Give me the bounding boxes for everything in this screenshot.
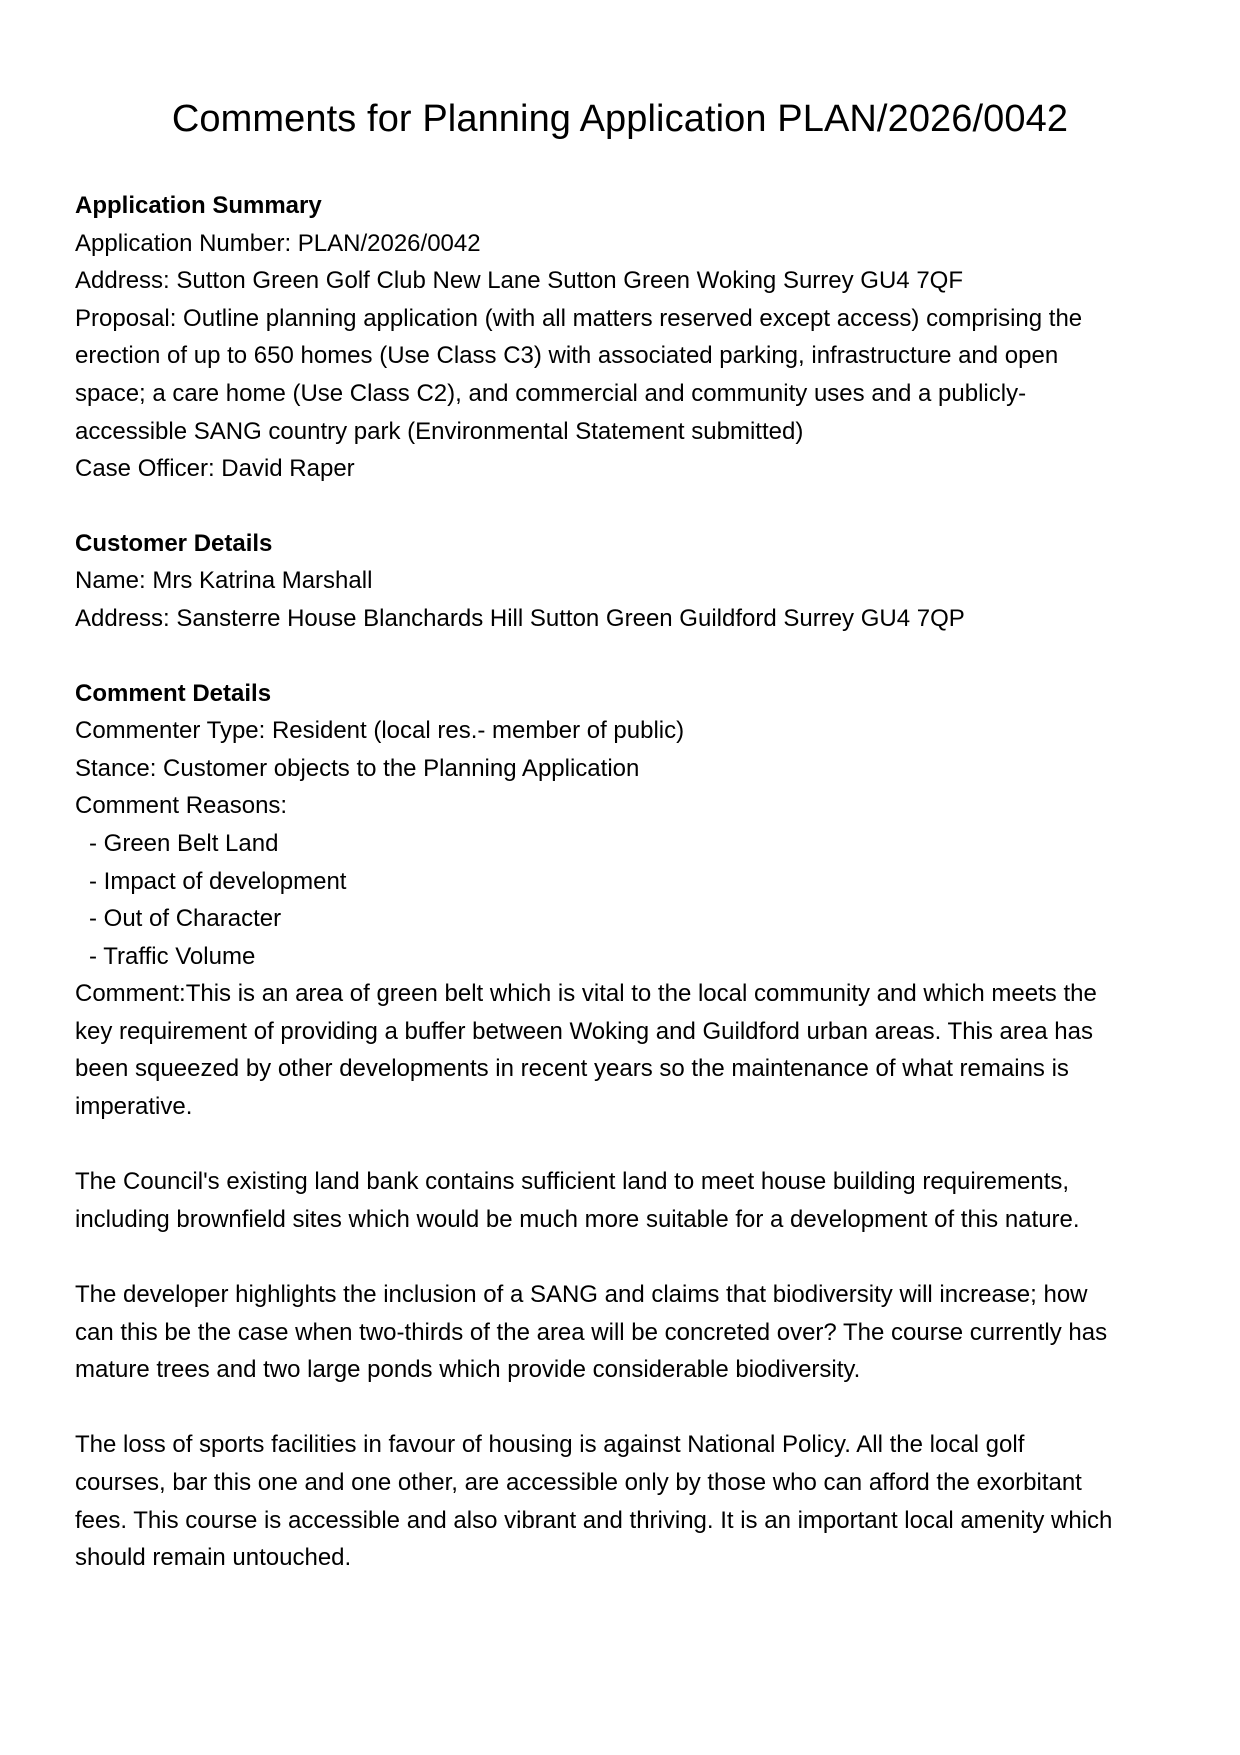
commenter-type: Commenter Type: Resident (local res.- member of public) — [75, 717, 685, 745]
comment-reason-item: - Traffic Volume — [89, 942, 256, 970]
comment-line: fees. This course is accessible and also vibrant and thriving. It is an important local amenity which — [75, 1506, 1113, 1534]
comment-line: The Council's existing land bank contains sufficient land to meet house building requirements, — [75, 1168, 1070, 1196]
proposal-line: erection of up to 650 homes (Use Class C3) with associated parking, infrastructure and open — [75, 342, 1059, 370]
customer-details-section — [75, 525, 1165, 638]
comment-line: can this be the case when two-thirds of the area will be concreted over? The course currently has — [75, 1318, 1108, 1346]
proposal-line: space; a care home (Use Class C2), and commercial and community uses and a publicly- — [75, 379, 1027, 407]
application-summary-section — [75, 187, 1165, 488]
comment-line: The developer highlights the inclusion of a SANG and claims that biodiversity will increase; how — [75, 1281, 1088, 1309]
comment-reason-item: - Out of Character — [89, 905, 282, 933]
comment-paragraph-3 — [75, 1276, 1165, 1389]
comment-line: mature trees and two large ponds which provide considerable biodiversity. — [75, 1356, 861, 1384]
comment-line: key requirement of providing a buffer between Woking and Guildford urban areas. This area has — [75, 1017, 1093, 1045]
application-summary-heading: Application Summary — [75, 192, 322, 219]
proposal-line: Proposal: Outline planning application (with all matters reserved except access) comprising the — [75, 304, 1083, 332]
comment-reason-item: - Impact of development — [89, 867, 347, 895]
application-address: Address: Sutton Green Golf Club New Lane Sutton Green Woking Surrey GU4 7QF — [75, 267, 963, 295]
comment-line: courses, bar this one and one other, are accessible only by those who can afford the exorbitant — [75, 1469, 1082, 1496]
comment-line: imperative. — [75, 1093, 193, 1121]
customer-address: Address: Sansterre House Blanchards Hill Sutton Green Guildford Surrey GU4 7QP — [75, 604, 965, 632]
stance: Stance: Customer objects to the Planning Application — [75, 754, 640, 782]
comment-paragraph-1 — [75, 975, 1165, 1125]
comment-details-heading: Comment Details — [75, 679, 272, 707]
proposal-line: accessible SANG country park (Environmental Statement submitted) — [75, 417, 804, 445]
case-officer: Case Officer: David Raper — [75, 455, 355, 483]
comment-line: should remain untouched. — [75, 1544, 352, 1572]
comment-line: The loss of sports facilities in favour of housing is against National Policy. All the local golf — [75, 1431, 1025, 1459]
application-number: Application Number: PLAN/2026/0042 — [75, 229, 481, 257]
comment-paragraph-4 — [75, 1426, 1165, 1576]
comment-paragraph-2 — [75, 1163, 1165, 1238]
comment-reasons-label: Comment Reasons: — [75, 792, 288, 820]
comment-line: Comment:This is an area of green belt which is vital to the local community and which meets the — [75, 980, 1097, 1008]
comment-line: been squeezed by other developments in recent years so the maintenance of what remains is — [75, 1055, 1069, 1083]
customer-name: Name: Mrs Katrina Marshall — [75, 567, 373, 595]
page-title: Comments for Planning Application PLAN/2026/0042 — [171, 98, 1069, 140]
comment-details-section — [75, 675, 1165, 1577]
customer-details-heading: Customer Details — [75, 529, 273, 557]
comment-line: including brownfield sites which would be much more suitable for a development of this nature. — [75, 1205, 1080, 1233]
comment-reason-item: - Green Belt Land — [89, 829, 279, 857]
